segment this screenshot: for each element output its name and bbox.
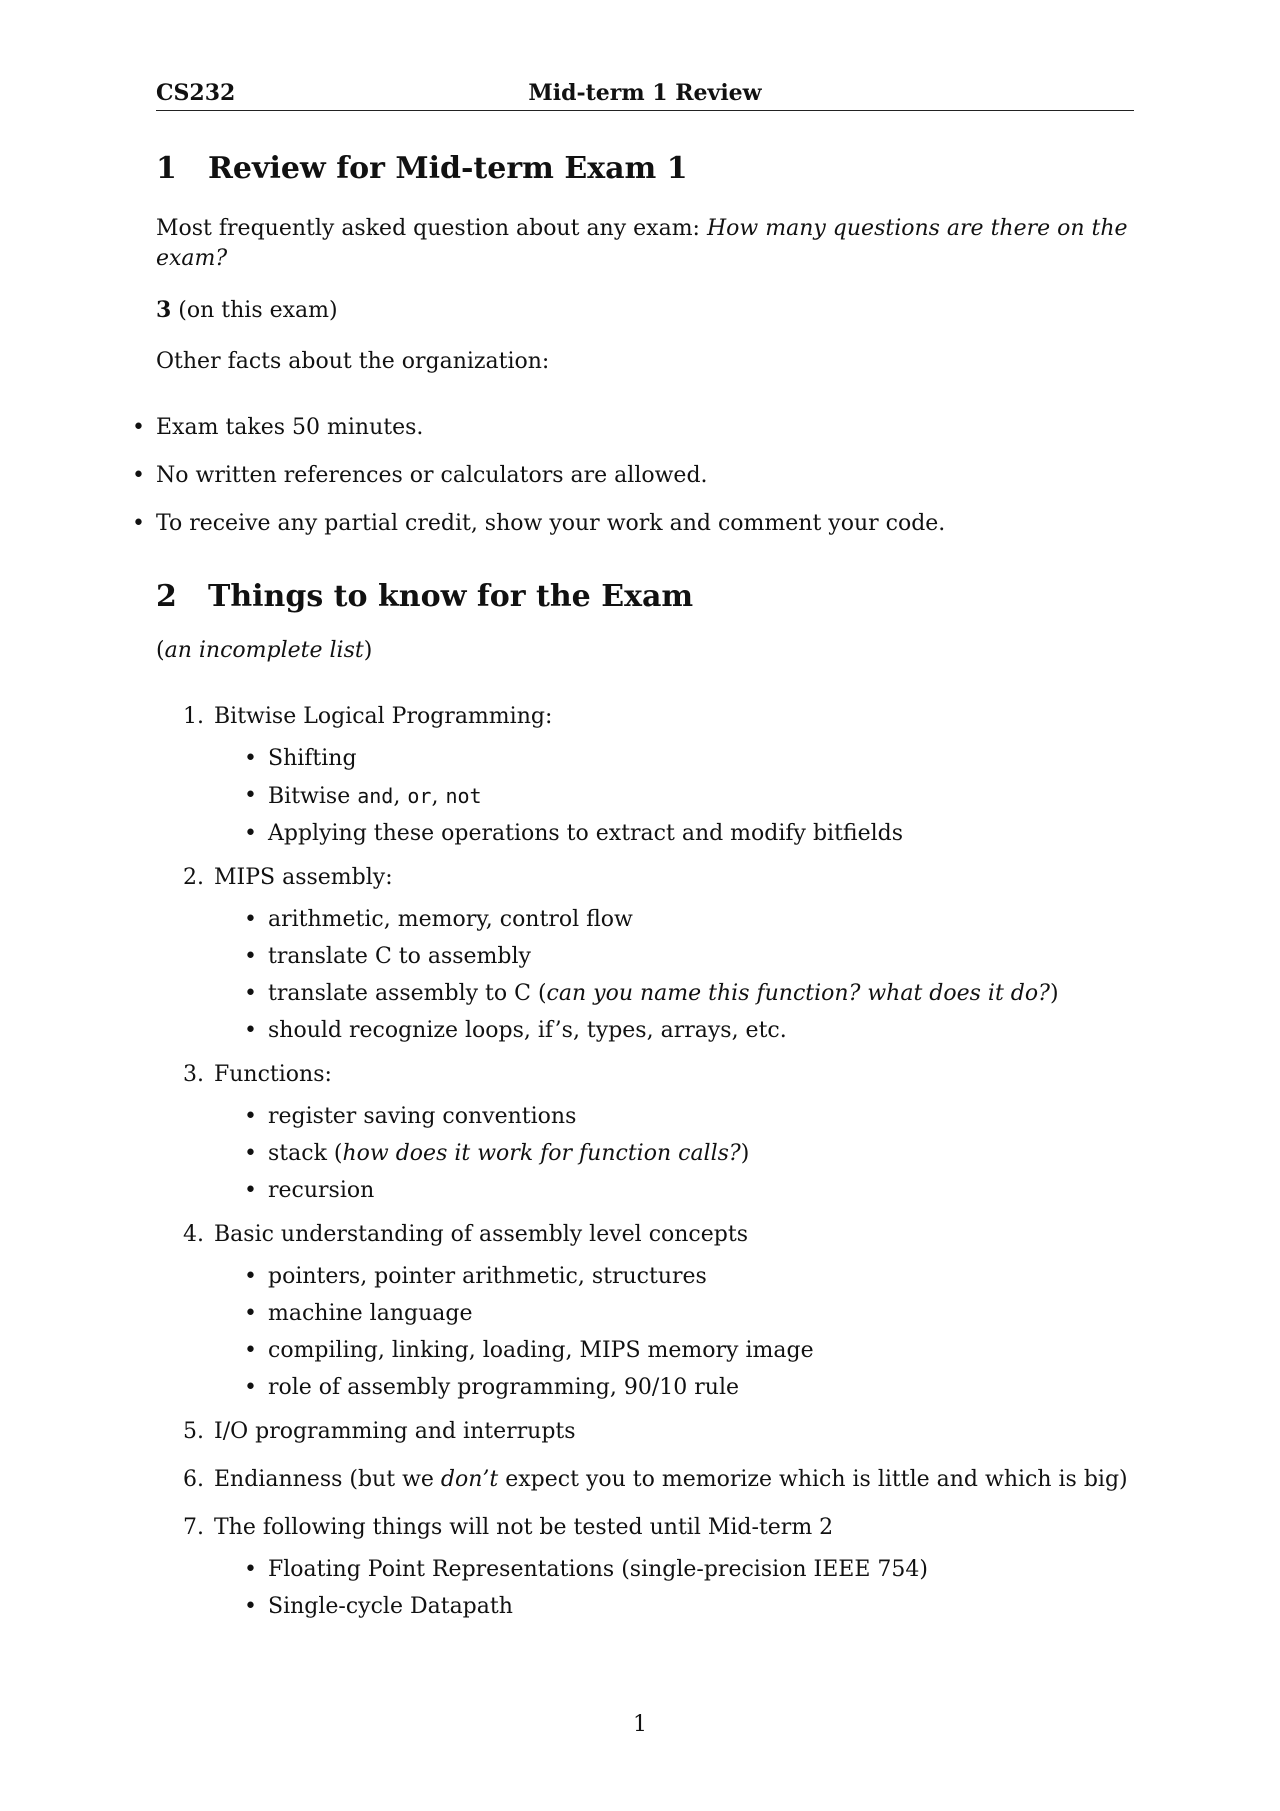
section-2-title: Things to know for the Exam <box>208 579 694 614</box>
running-header <box>156 78 1134 111</box>
subtopics-list <box>214 905 1134 1046</box>
topic-label: Basic understanding of assembly level concepts <box>214 1222 748 1247</box>
list-item: • stack (how does it work for function calls?) <box>268 1139 1134 1169</box>
header-title: Mid-term 1 Review <box>528 80 762 106</box>
topic-item: 1. Bitwise Logical Programming: • Shifting • Bitwise and, or, not • Applying these operations to extract and modify bitfields <box>156 702 1134 849</box>
list-item: • register saving conventions <box>268 1102 1134 1132</box>
list-item: • translate assembly to C (can you name this function? what does it do?) <box>268 979 1134 1009</box>
list-item: • No written references or calculators are allowed. <box>156 461 1134 491</box>
section-2-heading <box>156 579 1134 614</box>
list-item: • arithmetic, memory, control flow <box>268 905 1134 935</box>
section-1-title: Review for Mid-term Exam 1 <box>208 151 688 186</box>
topic-label: Functions: <box>214 1062 332 1087</box>
list-item: • machine language <box>268 1299 1134 1329</box>
document-page <box>156 78 1134 1629</box>
intro-question: How many questions are there on the exam? <box>156 216 1128 271</box>
topic-item: 4. Basic understanding of assembly level concepts • pointers, pointer arithmetic, structures • machine language • compiling, linking, loading, MIPS memory image • role of assembly programming, 90/10 rule <box>156 1220 1134 1403</box>
topic-item: 3. Functions: • register saving conventions • stack (how does it work for function calls?) • recursion <box>156 1060 1134 1206</box>
topic-label: The following things will not be tested until Mid-term 2 <box>214 1515 834 1540</box>
list-item: • Bitwise and, or, not <box>268 781 1134 812</box>
topic-item: 5. I/O programming and interrupts <box>183 1419 576 1444</box>
header-course: CS232 <box>156 80 236 106</box>
intro-paragraph <box>156 214 1134 274</box>
list-item: • Exam takes 50 minutes. <box>156 413 1134 443</box>
answer-number: 3 <box>156 297 172 323</box>
subtopics-list <box>214 1262 1134 1403</box>
topic-label: I/O programming and interrupts <box>214 1419 576 1444</box>
list-item: • Shifting <box>268 744 1134 774</box>
list-item: • Applying these operations to extract and modify bitfields <box>268 819 1134 849</box>
section-1-heading <box>156 151 1134 186</box>
topic-label: MIPS assembly: <box>214 865 393 890</box>
subtopics-list <box>214 1555 1134 1622</box>
list-item: • should recognize loops, if’s, types, arrays, etc. <box>268 1016 1134 1046</box>
topic-item: 7. The following things will not be tested until Mid-term 2 • Floating Point Representations (single-precision IEEE 754) • Single-cycle Datapath <box>156 1513 1134 1622</box>
list-item: • pointers, pointer arithmetic, structures <box>268 1262 1134 1292</box>
topic-label: Bitwise Logical Programming: <box>214 704 553 729</box>
section-2-number: 2 <box>156 579 177 614</box>
answer-rest: (on this exam) <box>171 298 338 323</box>
list-item: • role of assembly programming, 90/10 rule <box>268 1373 1134 1403</box>
list-item: • recursion <box>268 1176 1134 1206</box>
list-item: • Floating Point Representations (single-precision IEEE 754) <box>268 1555 1134 1585</box>
subtitle-italic: an incomplete list <box>164 638 364 663</box>
topic-item: 2. MIPS assembly: • arithmetic, memory, control flow • translate C to assembly • translate assembly to C (can you name this function? what does it do?) • should recognize loops, if’s, types, arrays, etc. <box>156 863 1134 1046</box>
section-1-number: 1 <box>156 151 177 186</box>
section-2-subtitle: (an incomplete list) <box>156 638 373 663</box>
facts-list <box>156 413 1134 539</box>
subtopics-list <box>214 744 1134 849</box>
intro-text: Most frequently asked question about any exam: <box>156 216 707 241</box>
topic-item: 6. Endianness (but we don’t expect you to memorize which is little and which is big) <box>183 1467 1128 1492</box>
answer-paragraph <box>156 295 1134 326</box>
page-number: 1 <box>633 1712 647 1737</box>
list-item: • translate C to assembly <box>268 942 1134 972</box>
list-item: • To receive any partial credit, show your work and comment your code. <box>156 509 1134 539</box>
topics-list <box>156 702 1134 1622</box>
list-item: • compiling, linking, loading, MIPS memory image <box>268 1336 1134 1366</box>
facts-intro: Other facts about the organization: <box>156 349 550 374</box>
list-item: • Single-cycle Datapath <box>268 1592 1134 1622</box>
subtopics-list <box>214 1102 1134 1206</box>
